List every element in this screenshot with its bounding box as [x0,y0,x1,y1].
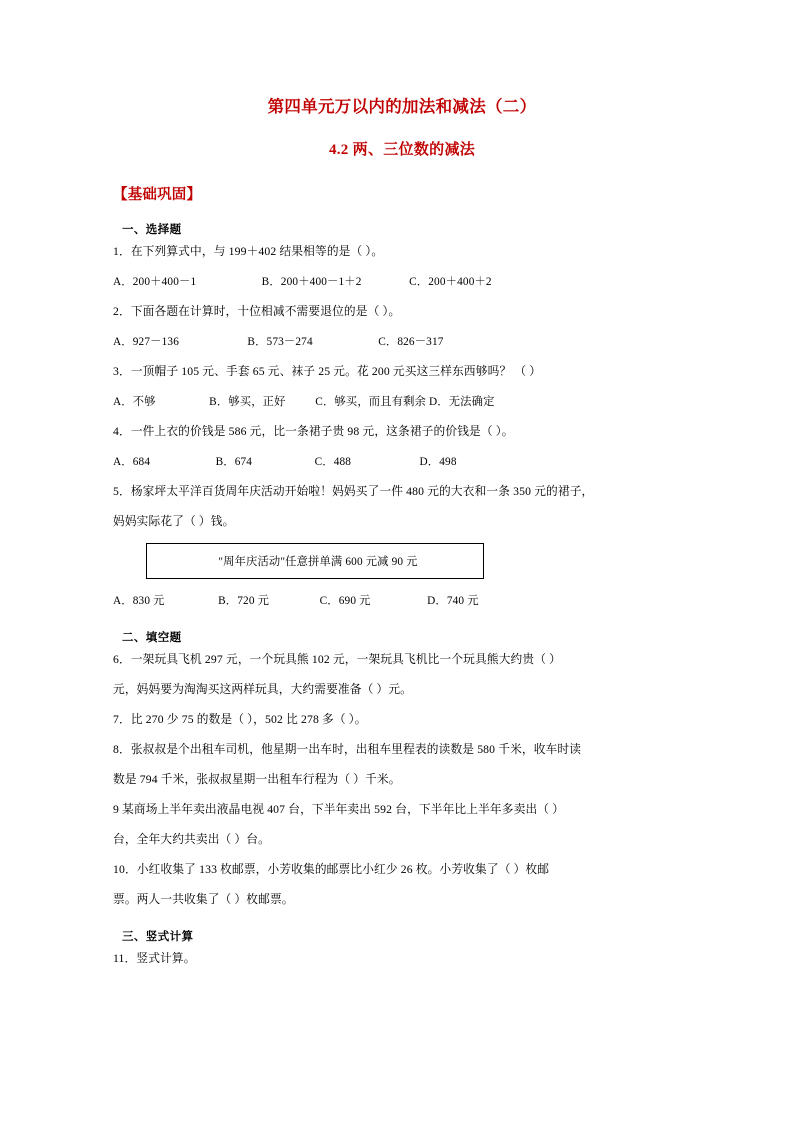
question-3-options: A．不够 B．够买，正好 C．够买，而且有剩余 D．无法确定 [113,396,495,409]
question-10-line-1: 10．小红收集了 133 枚邮票，小芳收集的邮票比小红少 26 枚。小芳收集了（ ）枚邮 [113,863,550,877]
question-8-line-2: 数是 794 千米，张叔叔星期一出租车行程为（ ）千米。 [113,773,401,787]
question-8-line-1: 8．张叔叔是个出租车司机，他星期一出车时，出租车里程表的读数是 580 千米，收车时读 [113,743,582,757]
subsection-heading-vertical-calculation: 三、竖式计算 [122,931,194,944]
question-10-line-2: 票。两人一共收集了（ ）枚邮票。 [113,893,294,907]
question-9-line-1: 9 某商场上半年卖出液晶电视 407 台，下半年卖出 592 台，下半年比上半年多卖出（ ） [113,803,565,817]
page-title: 第四单元万以内的加法和减法（二） [267,97,537,116]
question-4-options: A．684 B．674 C．488 D．498 [113,456,457,469]
question-5-stem-line-1: 5．杨家坪太平洋百货周年庆活动开始啦！妈妈买了一件 480 元的大衣和一条 350 元的裙子， [113,485,594,499]
section-heading-basics: 【基础巩固】 [113,187,202,204]
question-7-line-1: 7．比 270 少 75 的数是（ ），502 比 278 多（ ）。 [113,713,367,727]
question-5-stem-line-2: 妈妈实际花了（ ）钱。 [113,515,235,529]
subsection-heading-fill-in-blank: 二、填空题 [122,632,182,645]
promotion-callout-box [146,543,484,579]
subsection-heading-multiple-choice: 一、选择题 [122,224,182,237]
question-1-options: A．200＋400－1 B．200＋400－1＋2 C．200＋400＋2 [113,276,492,289]
question-1-stem: 1．在下列算式中，与 199＋402 结果相等的是（ ）。 [113,245,384,259]
question-5-options: A．830 元 B．720 元 C．690 元 D．740 元 [113,595,479,608]
question-9-line-2: 台，全年大约共卖出（ ）台。 [113,833,270,847]
question-4-stem: 4．一件上衣的价钱是 586 元，比一条裙子贵 98 元，这条裙子的价钱是（ ）。 [113,425,514,439]
promotion-callout-text: "周年庆活动"任意拼单满 600 元减 90 元 [218,556,418,569]
question-2-options: A．927－136 B．573－274 C．826－317 [113,336,444,349]
question-11-stem: 11．竖式计算。 [113,952,196,966]
question-3-stem: 3．一顶帽子 105 元、手套 65 元、袜子 25 元。花 200 元买这三样东西够吗？ （ ） [113,365,542,379]
question-2-stem: 2．下面各题在计算时，十位相减不需要退位的是（ ）。 [113,305,401,319]
question-6-line-2: 元，妈妈要为淘淘买这两样玩具，大约需要准备（ ）元。 [113,683,413,697]
question-6-line-1: 6．一架玩具飞机 297 元，一个玩具熊 102 元，一架玩具飞机比一个玩具熊大约贵（ ） [113,653,561,667]
document-content [113,95,691,974]
page-subtitle: 4.2 两、三位数的减法 [328,141,476,158]
